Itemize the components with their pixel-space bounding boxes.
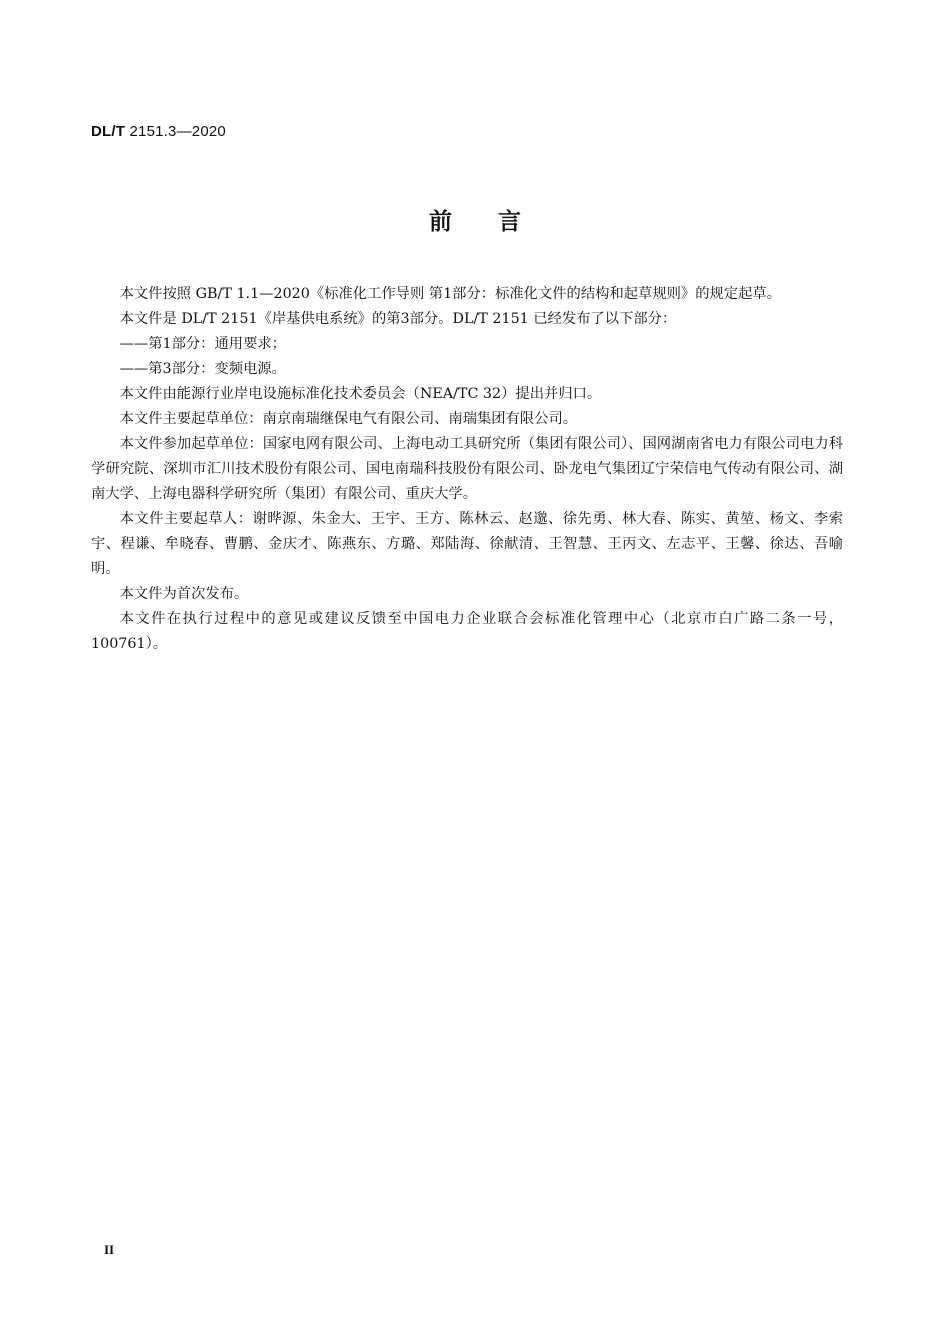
page-number: II [104,1242,115,1257]
foreword-body [91,282,843,657]
standard-prefix: DL/T [91,123,126,140]
paragraph-part-info: 本文件是 DL/T 2151《岸基供电系统》的第3部分。DL/T 2151 已经发布了以下部分： [119,311,677,327]
paragraph-participating-units: 本文件参加起草单位：国家电网有限公司、上海电动工具研究所（集团有限公司）、国网湖南省电力有限公司电力科学研究院、深圳市汇川技术股份有限公司、国电南瑞科技股份有限公司、卧龙电气集团辽宁荣信电气传动有限公司、湖南大学、上海电器科学研究所（集团）有限公司、重庆大学。 [91,436,843,502]
paragraph-first-release: 本文件为首次发布。 [119,586,249,602]
paragraph-feedback: 本文件在执行过程中的意见或建议反馈至中国电力企业联合会标准化管理中心（北京市白广路二条一号，100761）。 [91,611,843,652]
paragraph-drafters: 本文件主要起草人：谢晔源、朱金大、王宇、王方、陈林云、赵邈、徐先勇、林大春、陈实、黄堃、杨文、李索宇、程谦、牟晓春、曹鹏、金庆才、陈燕东、方璐、郑陆海、徐献清、王智慧、王丙文、左志平、王馨、徐达、吾喻明。 [91,511,843,577]
paragraph-drafting-rules: 本文件按照 GB/T 1.1—2020《标准化工作导则 第1部分：标准化文件的结构和起草规则》的规定起草。 [119,286,782,302]
standard-code [91,123,226,140]
page-title: 前言 [429,209,567,235]
list-item-part-3: ——第3部分：变频电源。 [119,361,286,377]
list-item-part-1: ——第1部分：通用要求； [119,336,286,352]
paragraph-committee: 本文件由能源行业岸电设施标准化技术委员会（NEA/TC 32）提出并归口。 [119,386,602,402]
standard-number: 2151.3—2020 [125,123,226,140]
paragraph-main-drafting-units: 本文件主要起草单位：南京南瑞继保电气有限公司、南瑞集团有限公司。 [119,411,578,427]
